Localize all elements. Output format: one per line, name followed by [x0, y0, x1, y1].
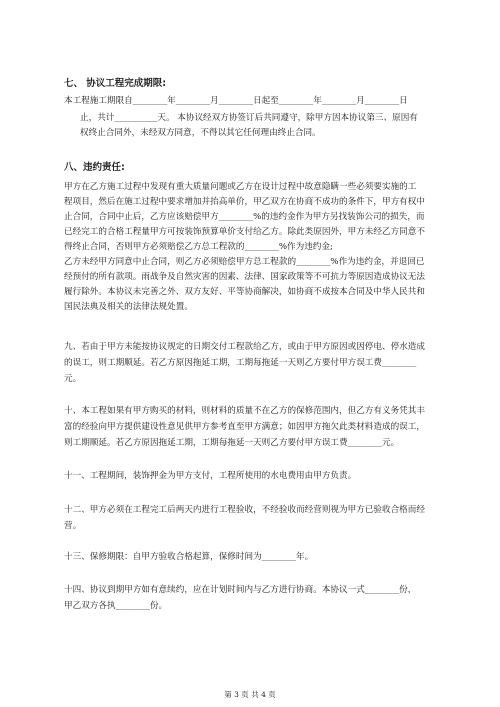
section-8-title: 八、违约责任:: [64, 162, 125, 173]
section-8-line-2: 程项目，然后在施工过程中要求增加并抬高单价，甲乙双方在协商不成功的条件下，甲方有权中: [64, 197, 425, 207]
section-10-line-2: 富的经验向甲方提供建设性意见供甲方参考直至甲方满意；如因甲方拖欠此类材料造成的误工，: [64, 422, 425, 432]
section-8-line-9: 国民法典及相关的法律法规处置。: [64, 302, 193, 312]
section-12-line-1: 十二、甲方必须在工程完工后两天内进行工程验收，不经验收而经营则视为甲方已验收合格而经: [64, 505, 425, 515]
page-footer: 第 3 页 共 4 页: [224, 690, 276, 699]
section-7-line-1: 本工程施工期限自________年________月________日起至________年________月________日: [64, 96, 408, 106]
section-7-line-2: 止，共计__________天。 本协议经双方协签订后共同遵守，除甲方因本协议第三、原因有: [80, 113, 418, 123]
section-13-line-1: 十三、保修期限：自甲方验收合格起算，保修时间为________年。: [64, 552, 314, 562]
section-8-line-4: 已经完工的合格工程量甲方可按装饰预算单价支付给乙方。除此类原因外，甲方未经乙方同意不: [64, 227, 425, 237]
section-7-line-3: 权终止合同外，未经双方同意，不得以其它任何理由终止合同。: [80, 128, 321, 138]
section-9-line-2: 的误工，则工期顺延。若乙方原因拖延工期，工期每拖延一天则乙方要付甲方误工费________: [64, 358, 417, 368]
section-12-line-2: 营。: [64, 521, 82, 531]
section-8-line-5: 得终止合同，否则甲方必须赔偿乙方总工程款的________%作为违约金;: [64, 242, 333, 252]
section-8-line-1: 甲方在乙方施工过程中发现有重大质量问题或乙方在设计过程中故意隐瞒一些必须要实施的工: [64, 182, 417, 192]
section-8-line-6: 乙方未经甲方同意中止合同，则乙方必须赔偿甲方总工程款的________%作为违约金，并退回已: [64, 257, 425, 267]
section-9-line-1: 九、若由于甲方未能按协议规定的日期交付工程款给乙方，或由于甲方原因或因停电、停水造成: [64, 342, 425, 352]
section-7-title: 七、 协议工程完成期限:: [64, 78, 167, 89]
section-11-line-1: 十一、工程期间，装饰押金为甲方支付，工程所使用的水电费用由甲方负责。: [64, 471, 357, 481]
section-8-line-8: 履行除外。本协议未完善之外、双方友好、平等协商解决，如协商不成按本合同及中华人民共和: [64, 287, 425, 297]
section-10-line-3: 则工期顺延。若乙方原因拖延工期，工期每拖延一天则乙方要付甲方误工费________元。: [64, 438, 400, 448]
section-8-line-7: 经预付的所有款项。雨战争及自然灾害的因素、法律、国家政策等不可抗力等原因造成协议无法: [64, 272, 425, 282]
section-14-line-1: 十四、协议到期甲方如有意续约，应在计划时间内与乙方进行协商。本协议一式________份，: [64, 585, 417, 595]
section-9-line-3: 元。: [64, 374, 82, 384]
section-10-line-1: 十、本工程如果有甲方购买的材料，则材料的质量不在乙方的保修范围内，但乙方有义务凭其丰: [64, 406, 425, 416]
section-14-line-2: 甲乙双方各执________份。: [64, 601, 168, 611]
section-8-line-3: 止合同，合同中止后，乙方应该赔偿甲方________%的违约金作为甲方另找装饰公司的损失，而: [64, 212, 425, 222]
